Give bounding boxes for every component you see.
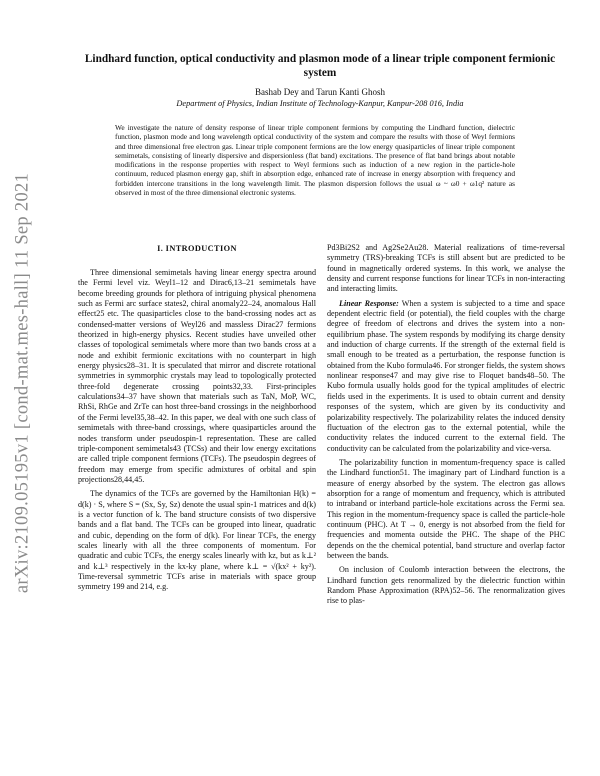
paper-affiliation: Department of Physics, Indian Institute of Technology-Kanpur, Kanpur-208 016, India xyxy=(176,99,464,108)
left-paragraph-1: Three dimensional semimetals having linear energy spectra around the Fermi level viz. Weyl1–12 and Dirac6,13–21 semimetals have become breeding grounds for plethora of intriguing physical phenomena such as Fermi arc surface states2, chiral anomaly22–24, anomalous Hall effect25 etc. The quasiparticles close to the band-crossing nodes act as condensed-matter versions of Weyl26 and massless Dirac27 fermions theorized in high-energy physics. Recent studies have unveiled other classes of topological semimetals where more than two bands cross at a node and exhibit fermionic excitations with no counterpart in high energy physics28–31. It is speculated that mirror and discrete rotational symmetries in symmorphic crystals may lead to topologically protected three-fold degenerate crossing points32,33. First-principles calculations34–37 have shown that materials such as TaN, MoP, WC, RhSi, RhGe and ZrTe can host three-band crossings in the neighborhood of the Fermi level35,38–42. In this paper, we deal with one such class of semimetals with three-band crossings, where quasiparticles around the nodes transform under pseudospin-1 representation. These are called triple-component semimetals43 (TCSs) and their low energy excitations are called triple component fermions (TCFs). The pseudospin degrees of freedom may emerge from specific admixtures of orbital and spin projections28,44,45. xyxy=(78,268,316,484)
right-linear-response xyxy=(327,299,565,454)
left-paragraph-2: The dynamics of the TCFs are governed by the Hamiltonian H(k) = d(k) · S, where S = (Sx, Sy, Sz) denote the usual spin-1 matrices and d(k) is a vector function of k. The band structure consists of two dispersive bands and a flat band. The TCFs can be grouped into linear, quadratic and cubic, depending on the form of d(k). For linear TCFs, the energy scales linearly with all the three components of momentum. For quadratic and cubic TCFs, the energy scales linearly with kz, but as k⊥² and k⊥³ respectively in the kx-ky plane, where k⊥ = √(kx² + ky²). Time-reversal symmetric TCFs arise in materials with space group symmetry 199 and 214, e.g. xyxy=(78,489,316,592)
linear-response-label: Linear Response: xyxy=(339,298,399,308)
right-paragraph-coulomb: On inclusion of Coulomb interaction between the electrons, the Lindhard function gets renormalized by the dielectric function within Random Phase Approximation (RPA)52–56. The renormalization gives rise to plas- xyxy=(327,565,565,606)
right-column xyxy=(327,243,565,607)
linear-response-text: When a system is subjected to a time and space dependent electric field (or potential), the field couples with the charge degree of freedom of electrons and drives the system into a non-equilibrium phase. The system responds by modifying its charge density and induction of charge currents. If the strength of the external field is small enough to be treated as a perturbation, the response function is obtained from the Kubo formula46. For stronger fields, the system shows nonlinear response47 and may give rise to Floquet bands48–50. The Kubo formula usually holds good for the typical amplitudes of electric fields used in the experiments. It is used to obtain current and density responses of the system, which are given by its conductivity and polarizability respectively. The polarizability relates the induced density fluctuation of the electron gas to the external potential, while the conductivity relates the induced current to the external field. The conductivity can be calculated from the polarizability and vice-versa. xyxy=(327,298,565,453)
right-continuation: Pd3Bi2S2 and Ag2Se2Au28. Material realizations of time-reversal symmetry (TRS)-breaking TCFs is still absent but are predicted to be found in magnetically ordered systems. In this work, we analyse the density and current response functions for linear TCFs in non-interacting and interacting limits. xyxy=(327,243,565,294)
right-paragraph-lindhard: The polarizability function in momentum-frequency space is called the Lindhard function51. The imaginary part of Lindhard function is a measure of energy absorbed by the system. The electron gas allows absorption for a range of momentum and frequency, which is attributed to intraband or interband particle-hole excitations across the Fermi sea. This region in the momentum-frequency space is called the particle-hole continuum (PHC). At T → 0, energy is not absorbed from the field for frequencies and momenta outside the PHC. The shape of the PHC depends on the the chemical potential, band structure and overlap factor between the bands. xyxy=(327,457,565,560)
arxiv-stamp xyxy=(8,118,38,648)
paper-authors: Bashab Dey and Tarun Kanti Ghosh xyxy=(255,87,385,97)
abstract: We investigate the nature of density response of linear triple component fermions by computing the Lindhard function, dielectric function, plasmon mode and long wavelength optical conductivity of the system and compare the results with those of Weyl fermions and three dimensional free electron gas. Linear triple component fermions are the low energy quasiparticles of linear triple component semimetals, consisting of linearly dispersive and dispersionless (flat band) excitations. The presence of flat band brings about notable modifications in the response properties with respect to Weyl fermions such as induction of a new region in the particle-hole continuum, reduced plasmon energy gap, shift in absorption edge, enhanced rate of increase in energy absorption with frequency and forbidden intercone transitions in the long wavelength limit. The plasmon dispersion follows the usual ω ~ ω0 + ω1q² nature as observed in most of the three dimensional electronic systems. xyxy=(115,123,515,198)
paper-title: Lindhard function, optical conductivity and plasmon mode of a linear triple component fermionic system xyxy=(84,53,556,79)
arxiv-identifier: arXiv:2109.05195v1 [cond-mat.mes-hall] 11 Sep 2021 xyxy=(12,172,33,594)
section-heading: I. INTRODUCTION xyxy=(157,244,237,253)
left-column xyxy=(78,268,316,593)
